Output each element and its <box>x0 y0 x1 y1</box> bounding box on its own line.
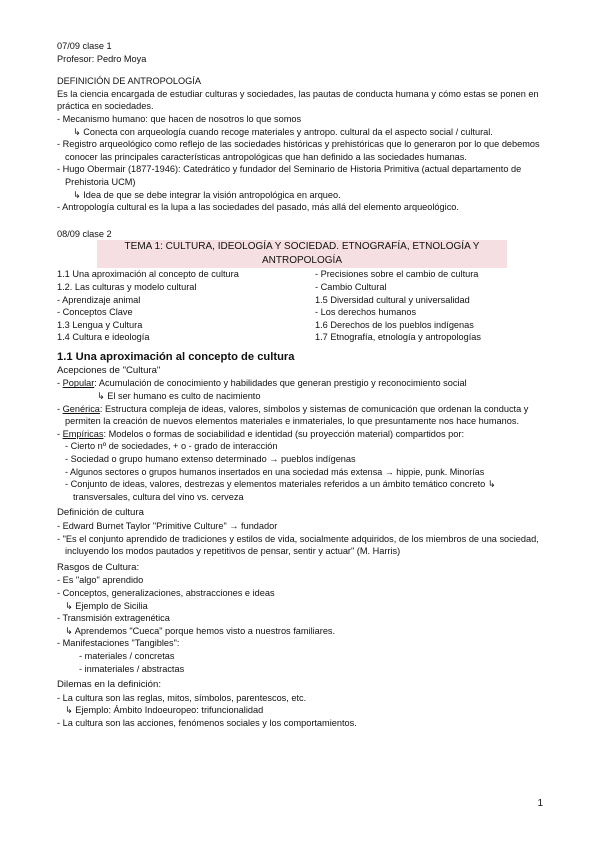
index-item: 1.6 Derechos de los pueblos indígenas <box>315 319 474 330</box>
dilema-item: - La cultura son las acciones, fenómenos sociales y los comportamientos. <box>57 717 357 728</box>
dilema-item: - La cultura son las reglas, mitos, símbolos, parentescos, etc. <box>57 692 307 703</box>
empiricas-term: Empíricas <box>62 428 104 439</box>
empiricas-item: - Algunos sectores o grupos humanos insertados en una sociedad más extensa → hippie, punk. Minorías <box>65 466 485 477</box>
topic-index <box>57 268 547 344</box>
acepcion-empiricas <box>57 428 547 441</box>
definicion-item: - Edward Burnet Taylor "Primitive Culture" → fundador <box>57 521 278 531</box>
dilema-sub: ↳ Ejemplo: Ámbito Indoeuropeo: trifuncionalidad <box>65 705 264 716</box>
rasgo-sub: ↳ Aprendemos "Cueca" porque hemos visto a nuestros familiares. <box>65 625 336 636</box>
rasgos-heading: Rasgos de Cultura: <box>57 561 140 573</box>
definicion-heading: Definición de cultura <box>57 507 144 519</box>
class1-date: 07/09 clase 1 <box>57 41 112 51</box>
index-left-column <box>57 268 315 344</box>
index-item: - Cambio Cultural <box>315 281 387 292</box>
generica-text: : Estructura compleja de ideas, valores, símbolos y sistemas de comunicación que ordenan la conducta y permiten la creación de nuevos elementos materiales e inmateriales, lo que presuntamente nos hace humanos. <box>65 403 529 427</box>
rasgo-item: - Manifestaciones "Tangibles": <box>57 638 180 649</box>
def-item-2: - Registro arqueológico como reflejo de las sociedades históricas y prehistóricas que lo generaron por lo que debemos conocer las principales características antropológicas que han definido a las sociedades humanas. <box>57 139 540 162</box>
def-item-1: - Mecanismo humano: que hacen de nosotros lo que somos <box>57 113 302 124</box>
professor: Profesor: Pedro Moya <box>57 53 147 64</box>
class2-date: 08/09 clase 2 <box>57 228 112 239</box>
index-item: 1.7 Etnografía, etnología y antropologías <box>315 332 482 343</box>
acepcion-popular <box>57 377 547 390</box>
index-item: 1.5 Diversidad cultural y universalidad <box>315 294 470 305</box>
def-heading: DEFINICIÓN DE ANTROPOLOGÍA <box>57 76 201 87</box>
topic-title: TEMA 1: CULTURA, IDEOLOGÍA Y SOCIEDAD. ETNOGRAFÍA, ETNOLOGÍA Y ANTROPOLOGÍA <box>97 240 507 268</box>
index-item: - Precisiones sobre el cambio de cultura <box>315 269 479 280</box>
dash: - <box>57 403 63 414</box>
popular-sub: ↳ El ser humano es culto de nacimiento <box>97 391 261 402</box>
index-item: 1.2. Las culturas y modelo cultural <box>57 281 197 292</box>
popular-text: : Acumulación de conocimiento y habilidades que generan prestigio y reconocimiento social <box>94 378 467 389</box>
rasgo-sub: ↳ Ejemplo de Sicilia <box>65 600 148 611</box>
document-page <box>57 40 547 730</box>
dash: - <box>57 378 63 389</box>
empiricas-item: - Cierto nº de sociedades, + o - grado de interacción <box>65 441 278 452</box>
rasgo-sub: - materiales / concretas <box>79 650 175 661</box>
empiricas-item: - Sociedad o grupo humano extenso determinado → pueblos indígenas <box>65 454 356 465</box>
section-heading: 1.1 Una aproximación al concepto de cultura <box>57 350 295 363</box>
index-item: - Los derechos humanos <box>315 307 417 318</box>
acepciones-heading: Acepciones de "Cultura" <box>57 364 161 376</box>
index-item: - Aprendizaje animal <box>57 294 141 305</box>
acepcion-generica <box>57 403 547 428</box>
definicion-item: - "Es el conjunto aprendido de tradiciones y estilos de vida, socialmente adquiridos, de los miembros de una sociedad, incluyendo los modos pautados y repetitivos de pensar, sentir y actuar" (M. Harris) <box>57 533 539 557</box>
index-item: 1.3 Lengua y Cultura <box>57 319 143 330</box>
index-item: - Conceptos Clave <box>57 307 133 318</box>
rasgo-item: - Transmisión extragenética <box>57 613 170 624</box>
def-item-1-sub: ↳ Conecta con arqueología cuando recoge materiales y antropo. cultural da el aspecto social / cultural. <box>73 126 493 137</box>
def-intro: Es la ciencia encargada de estudiar culturas y sociedades, las pautas de conducta humana y cómo estas se ponen en práctica en sociedades. <box>57 88 539 112</box>
def-item-3-sub: ↳ Idea de que se debe integrar la visión antropológica en arqueo. <box>73 189 341 200</box>
popular-term: Popular <box>62 378 95 389</box>
empiricas-item: - Conjunto de ideas, valores, destrezas y elementos materiales referidos a un ámbito temático concreto ↳ transversales, cultura del vino vs. cerveza <box>65 479 496 502</box>
index-item: 1.1 Una aproximación al concepto de cultura <box>57 269 239 280</box>
def-item-3: - Hugo Obermair (1877-1946): Catedrático y fundador del Seminario de Historia Primitiva (actual departamento de Prehistoria UCM) <box>57 164 522 187</box>
dash: - <box>57 428 63 439</box>
rasgo-item: - Es "algo" aprendido <box>57 575 144 586</box>
rasgo-item: - Conceptos, generalizaciones, abstracciones e ideas <box>57 587 275 598</box>
rasgo-sub: - inmateriales / abstractas <box>79 663 185 674</box>
index-right-column <box>315 268 547 344</box>
page-number: 1 <box>537 798 543 809</box>
empiricas-text: : Modelos o formas de sociabilidad e identidad (su proyección material) compartidos por: <box>103 428 465 439</box>
index-item: 1.4 Cultura e ideología <box>57 332 150 343</box>
generica-term: Genérica <box>62 403 100 414</box>
def-item-4: - Antropología cultural es la lupa a las sociedades del pasado, más allá del elemento arqueológico. <box>57 202 459 213</box>
dilemas-heading: Dilemas en la definición: <box>57 679 161 691</box>
